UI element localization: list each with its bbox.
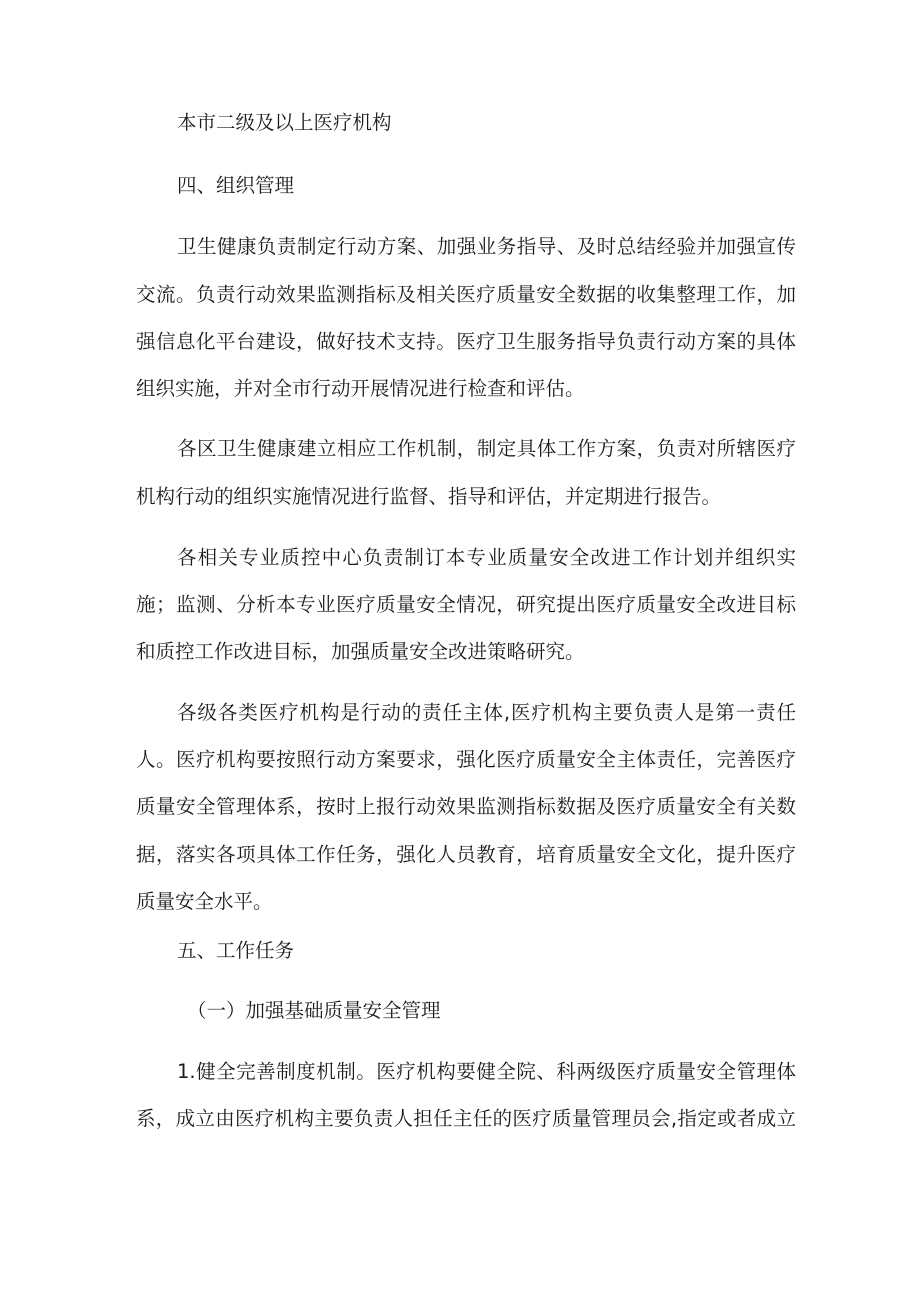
paragraph-text: 各区卫生健康建立相应工作机制，制定具体工作方案，负责对所辖医疗 [177,437,796,460]
section-heading [177,171,817,201]
paragraph-line [177,434,796,464]
paragraph-text: 系，成立由医疗机构主要负责人担任主任的医疗质量管理员会,指定或者成立 [136,1107,796,1130]
paragraph-line [136,840,796,870]
paragraph-text: 卫生健康负责制定行动方案、加强业务指导、及时总结经验并加强宣传 [177,235,796,258]
paragraph-text: 人。医疗机构要按照行动方案要求，强化医疗质量安全主体责任，完善医疗 [136,748,796,771]
paragraph-line [136,374,796,404]
paragraph-text: 据，落实各项具体工作任务，强化人员教育，培育质量安全文化，提升医疗 [136,843,796,866]
paragraph-text: 各相关专业质控中心负责制订本专业质量安全改进工作计划并组织实 [177,546,796,569]
paragraph-line [136,280,796,310]
paragraph-text: 强信息化平台建设，做好技术支持。医疗卫生服务指导负责行动方案的具体 [136,330,796,353]
paragraph-text: 交流。负责行动效果监测指标及相关医疗质量安全数据的收集整理工作，加 [136,283,796,306]
paragraph-line [136,1104,796,1134]
section-heading [177,936,817,966]
paragraph-line [177,1057,796,1087]
paragraph-line [136,792,796,822]
paragraph-line [136,590,796,620]
paragraph-line [136,745,796,775]
section-heading-text: 四、组织管理 [177,174,295,197]
paragraph-text: 质量安全管理体系，按时上报行动效果监测指标数据及医疗质量安全有关数 [136,795,796,818]
paragraph-line [177,232,796,262]
section-heading-text: 五、工作任务 [177,939,295,962]
paragraph-line [136,482,796,512]
paragraph-text: 机构行动的组织实施情况进行监督、指导和评估，并定期进行报告。 [136,485,722,508]
paragraph-text: 施；监测、分析本专业医疗质量安全情况，研究提出医疗质量安全改进目标 [136,593,796,616]
paragraph-text: 本市二级及以上医疗机构 [177,111,392,134]
paragraph-line [136,887,796,917]
paragraph-text: 1.健全完善制度机制。医疗机构要健全院、科两级医疗质量安全管理体 [177,1060,796,1083]
paragraph-line [177,543,796,573]
paragraph-text: 质量安全水平。 [136,890,273,913]
paragraph-line [177,108,817,138]
paragraph-line [136,327,796,357]
paragraph-text: 和质控工作改进目标，加强质量安全改进策略研究。 [136,640,585,663]
paragraph-line [177,698,796,728]
paragraph-text: 组织实施，并对全市行动开展情况进行检查和评估。 [136,377,585,400]
subsection-heading-text: （一）加强基础质量安全管理 [187,999,441,1022]
subsection-heading [187,996,827,1026]
paragraph-text: 各级各类医疗机构是行动的责任主体,医疗机构主要负责人是第一责任 [177,701,796,724]
paragraph-line [136,637,796,667]
